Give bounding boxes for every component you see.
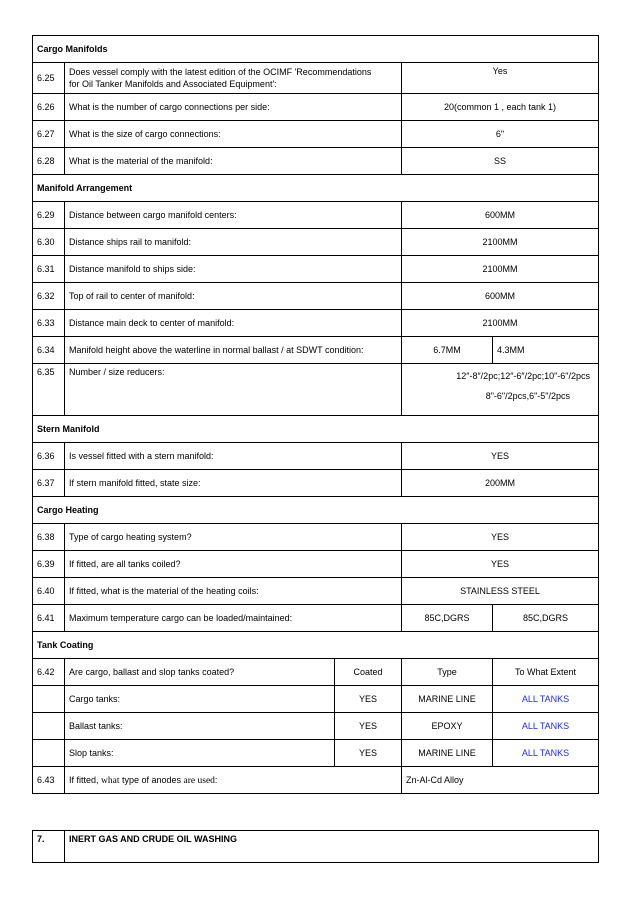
row-number: 6.29 — [33, 202, 65, 229]
row-number: 6.35 — [33, 364, 65, 416]
table-row — [33, 659, 599, 686]
row-answer: Zn-Al-Cd Alloy — [402, 767, 599, 794]
row-number: 6.42 — [33, 659, 65, 686]
column-header-coated: Coated — [335, 659, 402, 686]
row-question: Distance ships rail to manifold: — [65, 229, 402, 256]
section-title: Cargo Heating — [33, 497, 599, 524]
row-answer: Yes — [402, 63, 599, 94]
row-answer: YES — [402, 551, 599, 578]
coating-type: EPOXY — [402, 713, 493, 740]
row-question: Are cargo, ballast and slop tanks coated? — [65, 659, 335, 686]
row-answer: YES — [402, 524, 599, 551]
row-question: Distance manifold to ships side: — [65, 256, 402, 283]
table-row — [33, 310, 599, 337]
row-answer: YES — [402, 443, 599, 470]
section-title: Cargo Manifolds — [33, 36, 599, 63]
row-number: 6.32 — [33, 283, 65, 310]
row-question: Manifold height above the waterline in normal ballast / at SDWT condition: — [65, 337, 402, 364]
question-part: what — [101, 775, 120, 786]
coating-type: MARINE LINE — [402, 686, 493, 713]
table-row — [33, 551, 599, 578]
row-question: If fitted, are all tanks coiled? — [65, 551, 402, 578]
question-part: If fitted, — [69, 774, 102, 785]
row-answer: 2100MM — [402, 229, 599, 256]
coating-coated: YES — [335, 686, 402, 713]
row-number: 6.37 — [33, 470, 65, 497]
row-number: 6.40 — [33, 578, 65, 605]
section-title: INERT GAS AND CRUDE OIL WASHING — [65, 831, 599, 863]
row-question: Type of cargo heating system? — [65, 524, 402, 551]
row-answer-sdwt: 4.3MM — [493, 337, 599, 364]
coating-extent: ALL TANKS — [493, 713, 599, 740]
answer-line-1: 12″-8″/2pc;12″-6″/2pc;10"-6"/2pcs — [456, 371, 591, 381]
table-row — [33, 443, 599, 470]
row-number: 6.33 — [33, 310, 65, 337]
section-stern-manifold — [33, 416, 599, 443]
table-row — [33, 767, 599, 794]
section-title: Manifold Arrangement — [33, 175, 599, 202]
coating-extent: ALL TANKS — [493, 686, 599, 713]
row-answer-ballast: 6.7MM — [402, 337, 493, 364]
table-row — [33, 470, 599, 497]
row-question: What is the size of cargo connections: — [65, 121, 402, 148]
row-answer: 6" — [402, 121, 599, 148]
table-row — [33, 94, 599, 121]
row-number: 6.41 — [33, 605, 65, 632]
coating-coated: YES — [335, 740, 402, 767]
row-question: Is vessel fitted with a stern manifold: — [65, 443, 402, 470]
row-question: Maximum temperature cargo can be loaded/maintained: — [65, 605, 402, 632]
row-number: 6.26 — [33, 94, 65, 121]
coating-type: MARINE LINE — [402, 740, 493, 767]
section-title: Tank Coating — [33, 632, 599, 659]
table-row — [33, 605, 599, 632]
coating-label: Ballast tanks: — [65, 713, 335, 740]
row-number: 6.43 — [33, 767, 65, 794]
row-number: 6.30 — [33, 229, 65, 256]
row-question: Distance between cargo manifold centers: — [65, 202, 402, 229]
section-tank-coating — [33, 632, 599, 659]
table-row — [33, 256, 599, 283]
question-part: are used — [183, 775, 215, 786]
coating-label: Slop tanks: — [65, 740, 335, 767]
coating-extent: ALL TANKS — [493, 740, 599, 767]
section-manifold-arrangement — [33, 175, 599, 202]
section-cargo-heating — [33, 497, 599, 524]
row-answer-maintained: 85C,DGRS — [493, 605, 599, 632]
question-line-1: Does vessel comply with the latest edition of the OCIMF 'Recommendations — [69, 67, 372, 77]
row-question: Top of rail to center of manifold: — [65, 283, 402, 310]
row-answer: 2100MM — [402, 256, 599, 283]
row-answer: 20(common 1 , each tank 1) — [402, 94, 599, 121]
row-question: If stern manifold fitted, state size: — [65, 470, 402, 497]
row-question: If fitted, what is the material of the heating coils: — [65, 578, 402, 605]
question-line-2: for Oil Tanker Manifolds and Associated Equipment': — [69, 79, 277, 89]
table-row — [33, 337, 599, 364]
row-number: 6.38 — [33, 524, 65, 551]
answer-line-2: 8"-6"/2pcs,6"-5"/2pcs — [485, 391, 571, 401]
empty-cell — [33, 686, 65, 713]
row-number: 6.28 — [33, 148, 65, 175]
row-answer: 600MM — [402, 202, 599, 229]
row-answer — [402, 364, 599, 416]
table-row — [33, 364, 599, 416]
table-row — [33, 283, 599, 310]
coating-row — [33, 740, 599, 767]
row-answer: SS — [402, 148, 599, 175]
coating-label: Cargo tanks: — [65, 686, 335, 713]
row-answer: 2100MM — [402, 310, 599, 337]
table-row — [33, 524, 599, 551]
table-row — [33, 63, 599, 94]
coating-row — [33, 686, 599, 713]
questionnaire-table — [32, 35, 599, 794]
empty-cell — [33, 740, 65, 767]
section-cargo-manifolds — [33, 36, 599, 63]
row-number: 6.25 — [33, 63, 65, 94]
section-title: Stern Manifold — [33, 416, 599, 443]
column-header-type: Type — [402, 659, 493, 686]
row-question: Distance main deck to center of manifold: — [65, 310, 402, 337]
empty-cell — [33, 713, 65, 740]
row-number: 6.34 — [33, 337, 65, 364]
section-7-table — [32, 830, 599, 863]
row-question — [65, 767, 402, 794]
column-header-extent: To What Extent — [493, 659, 599, 686]
row-answer: 600MM — [402, 283, 599, 310]
question-part: : — [214, 774, 218, 785]
row-question: What is the number of cargo connections per side: — [65, 94, 402, 121]
row-number: 6.27 — [33, 121, 65, 148]
table-row — [33, 121, 599, 148]
table-row — [33, 578, 599, 605]
coating-coated: YES — [335, 713, 402, 740]
row-question: What is the material of the manifold: — [65, 148, 402, 175]
question-part: type of anodes — [119, 774, 184, 785]
section-7-row — [33, 831, 599, 863]
section-number: 7. — [33, 831, 65, 863]
row-number: 6.36 — [33, 443, 65, 470]
table-row — [33, 202, 599, 229]
row-answer: 200MM — [402, 470, 599, 497]
row-answer-loaded: 85C,DGRS — [402, 605, 493, 632]
row-question — [65, 63, 402, 94]
row-number: 6.31 — [33, 256, 65, 283]
row-answer: STAINLESS STEEL — [402, 578, 599, 605]
table-row — [33, 229, 599, 256]
table-row — [33, 148, 599, 175]
row-question: Number / size reducers: — [65, 364, 402, 416]
coating-row — [33, 713, 599, 740]
row-number: 6.39 — [33, 551, 65, 578]
